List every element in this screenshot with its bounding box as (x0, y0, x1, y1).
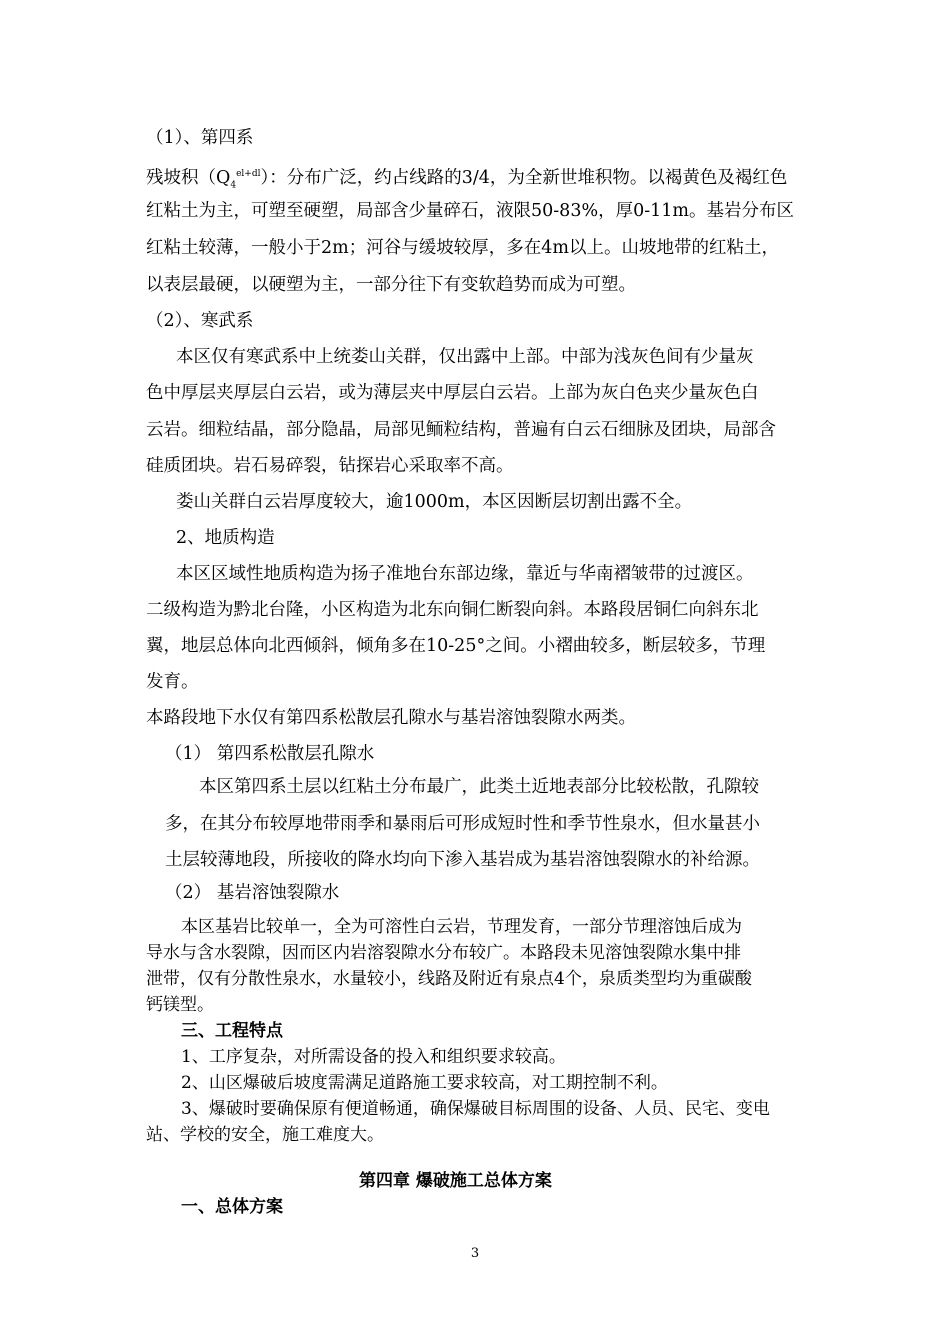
section-heading-features: 三、工程特点 (181, 1021, 283, 1041)
chapter-title: 第四章 爆破施工总体方案 (359, 1171, 552, 1191)
section-heading-karst-water: （2） 基岩溶蚀裂隙水 (165, 883, 340, 903)
list-item: 1、工序复杂，对所需设备的投入和组织要求较高。 (181, 1047, 566, 1067)
paragraph-line: 本区第四系土层以红粘土分布最广，此类土近地表部分比较松散，孔隙较 (199, 777, 759, 797)
paragraph-line: 土层较薄地段，所接收的降水均向下渗入基岩成为基岩溶蚀裂隙水的补给源。 (165, 850, 760, 870)
paragraph-line: 钙镁型。 (146, 995, 214, 1015)
paragraph-line: 红粘土为主，可塑至硬塑，局部含少量碎石，液限50-83%，厚0-11m。基岩分布区 (146, 201, 794, 221)
paragraph-line: 多，在其分布较厚地带雨季和暴雨后可形成短时性和季节性泉水，但水量甚小 (165, 814, 760, 834)
paragraph-line: 硅质团块。岩石易碎裂，钻探岩心采取率不高。 (146, 456, 514, 476)
paragraph-line: 本路段地下水仅有第四系松散层孔隙水与基岩溶蚀裂隙水两类。 (146, 708, 636, 728)
section-heading-quaternary: （1）、第四系 (146, 128, 254, 148)
list-item: 3、爆破时要确保原有便道畅通，确保爆破目标周围的设备、人员、民宅、变电 (181, 1099, 770, 1119)
paragraph-line: 色中厚层夹厚层白云岩，或为薄层夹中厚层白云岩。上部为灰白色夹少量灰色白 (146, 383, 759, 403)
paragraph-line: 云岩。细粒结晶，部分隐晶，局部见鲕粒结构，普遍有白云石细脉及团块，局部含 (146, 420, 776, 440)
paragraph-line: 翼，地层总体向北西倾斜，倾角多在10-25°之间。小褶曲较多，断层较多，节理 (146, 636, 766, 656)
paragraph-line: 红粘土较薄，一般小于2m；河谷与缓坡较厚，多在4m以上。山坡地带的红粘土， (146, 238, 779, 258)
paragraph-line: 以表层最硬，以硬塑为主，一部分往下有变软趋势而成为可塑。 (146, 275, 636, 295)
paragraph-line: 导水与含水裂隙，因而区内岩溶裂隙水分布较广。本路段未见溶蚀裂隙水集中排 (146, 943, 741, 963)
paragraph-line: 本区区域性地质构造为扬子准地台东部边缘，靠近与华南褶皱带的过渡区。 (176, 564, 754, 584)
section-heading-pore-water: （1） 第四系松散层孔隙水 (165, 744, 375, 764)
paragraph-line: 本区基岩比较单一，全为可溶性白云岩，节理发育，一部分节理溶蚀后成为 (181, 917, 742, 937)
paragraph-line: 残坡积$(Q_4^{el+dl})$：分布广泛，约占线路的3/4，为全新世堆积物。以褐黄色及褐红色 (146, 167, 788, 191)
section-heading-overall-plan: 一、总体方案 (181, 1197, 283, 1217)
page-number: 3 (470, 1246, 480, 1261)
list-item: 2、山区爆破后坡度需满足道路施工要求较高，对工期控制不利。 (181, 1073, 668, 1093)
section-heading-cambrian: （2）、寒武系 (146, 311, 254, 331)
paragraph-line: 泄带，仅有分散性泉水，水量较小，线路及附近有泉点4个，泉质类型均为重碳酸 (146, 969, 752, 989)
paragraph-line: 娄山关群白云岩厚度较大，逾1000m，本区因断层切割出露不全。 (176, 492, 693, 512)
formula-label: 残坡积$(Q_4^{el+dl})$ (146, 167, 270, 191)
section-heading-geology: 2、地质构造 (176, 528, 275, 548)
list-item-continuation: 站、学校的安全，施工难度大。 (146, 1125, 384, 1145)
paragraph-line: 二级构造为黔北台隆，小区构造为北东向铜仁断裂向斜。本路段居铜仁向斜东北 (146, 600, 759, 620)
paragraph-line: 本区仅有寒武系中上统娄山关群，仅出露中上部。中部为浅灰色间有少量灰 (176, 347, 754, 367)
paragraph-line: 发育。 (146, 672, 199, 692)
